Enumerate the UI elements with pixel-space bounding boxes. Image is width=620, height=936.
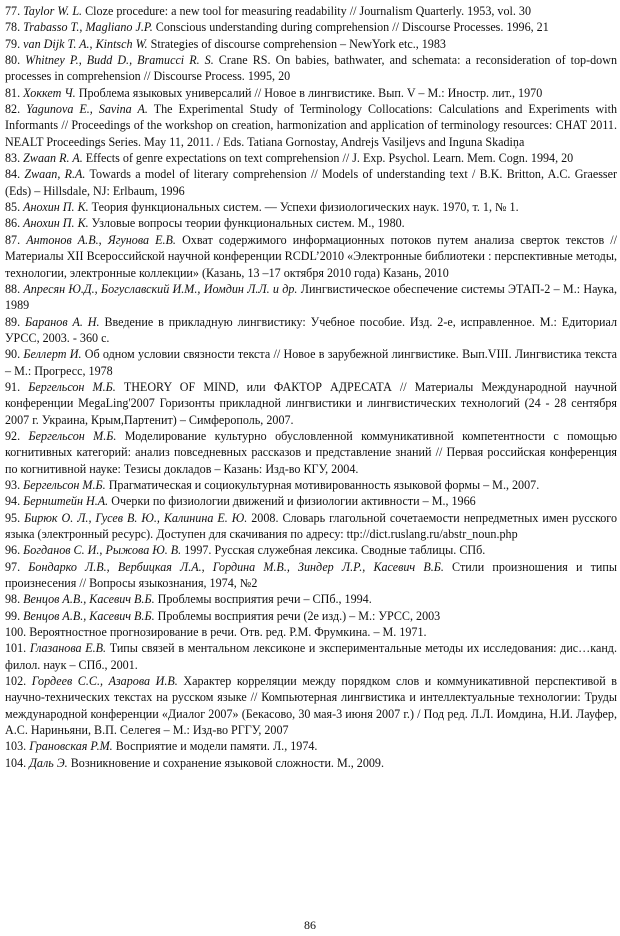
reference-entry — [5, 493, 617, 509]
reference-number: 95. — [5, 510, 21, 525]
reference-number: 89. — [5, 314, 21, 329]
reference-authors: Бергельсон М.Б. — [28, 379, 116, 394]
reference-number: 90. — [5, 347, 21, 362]
reference-entry — [5, 166, 617, 199]
reference-text: Узловые вопросы теории функциональных систем. М., 1980. — [88, 216, 405, 231]
reference-text: THEORY OF MIND, или ФАКТОР АДРЕСАТА // Материалы Международной научной конференции MegaLing'2007 Горизонты прикладной лингвистики и лингвистических технологий (24 - 28 сентября 2007 г. Украина, Крым,Партенит) – Симферополь, 2007. — [5, 379, 617, 427]
reference-entry — [5, 559, 617, 592]
reference-entry — [5, 477, 617, 493]
reference-authors: Trabasso T., Magliano J.P. — [23, 20, 153, 35]
reference-text: Проблемы восприятия речи (2е изд.) – М.: УРСС, 2003 — [154, 608, 441, 623]
reference-text: 2008. Словарь глагольной сочетаемости непредметных имен русского языка (электронный ресурс). Доступен для скачивания по адресу: ttp://dict.ruslang.ru/abstr_noun.php — [5, 510, 617, 541]
reference-entry — [5, 52, 617, 85]
reference-entry — [5, 428, 617, 477]
reference-authors: van Dijk T. A., Kintsch W. — [23, 36, 148, 51]
reference-text: 1997. Русская служебная лексика. Сводные таблицы. СПб. — [181, 543, 486, 558]
reference-authors: Zwaan, R.A. — [24, 167, 86, 182]
reference-text: Теория функциональных систем. — Успехи физиологических наук. 1970, т. 1, № 1. — [88, 200, 519, 215]
reference-number: 81. — [5, 85, 21, 100]
reference-number: 80. — [5, 53, 21, 68]
reference-entry — [5, 608, 617, 624]
reference-text: Towards a model of literary comprehension // Models of understanding text / B.K. Britton, A.C. Graesser (Eds) – Hillsdale, NJ: Erlbaum, 1996 — [5, 167, 617, 198]
reference-text: Вероятностное прогнозирование в речи. Отв. ред. Р.М. Фрумкина. – М. 1971. — [29, 625, 427, 640]
reference-number: 86. — [5, 216, 21, 231]
reference-authors: Whitney P., Budd D., Bramucci R. S. — [25, 53, 214, 68]
page-number: 86 — [304, 918, 316, 932]
reference-authors: Грановская Р.М. — [29, 739, 113, 754]
reference-entry — [5, 19, 617, 35]
reference-authors: Гордеев С.С., Азарова И.В. — [31, 674, 178, 689]
reference-authors: Даль Э. — [29, 755, 68, 770]
reference-authors: Zwaan R. A. — [23, 151, 83, 166]
reference-entry — [5, 346, 617, 379]
reference-number: 78. — [5, 20, 21, 35]
reference-text: Восприятие и модели памяти. Л., 1974. — [112, 739, 318, 754]
reference-text: Возникновение и сохранение языковой сложности. М., 2009. — [67, 755, 385, 770]
reference-entry — [5, 150, 617, 166]
reference-number: 92. — [5, 428, 21, 443]
reference-authors: Анохин П. К. — [23, 200, 89, 215]
reference-entry — [5, 755, 617, 771]
reference-entry — [5, 640, 617, 673]
reference-entry — [5, 101, 617, 150]
reference-authors: Taylor W. L. — [23, 4, 83, 18]
reference-number: 82. — [5, 102, 21, 117]
reference-authors: Yagunova E., Savina A. — [26, 102, 148, 117]
reference-authors: Глазанова Е.В. — [29, 641, 107, 656]
reference-number: 98. — [5, 592, 21, 607]
reference-number: 91. — [5, 379, 21, 394]
reference-entry — [5, 281, 617, 314]
reference-authors: Венцов А.В., Касевич В.Б. — [23, 608, 155, 623]
reference-number: 77. — [5, 4, 21, 18]
reference-authors: Апресян Ю.Д., Богуславский И.М., Иомдин Л.Л. и др. — [23, 281, 298, 296]
reference-entry — [5, 3, 617, 19]
reference-entry — [5, 510, 617, 543]
reference-number: 84. — [5, 167, 21, 182]
reference-list — [5, 3, 617, 771]
reference-entry — [5, 314, 617, 347]
reference-entry — [5, 232, 617, 281]
reference-text: Характер корреляции между порядком слов и коммуникативной перспективой в научно-технических текстах на русском языке // Компьютерная лингвистика и интеллектуальные технологии: Труды международной конференции «Диалог 2007» (Бекасово, 30 мая-3 июня 2007 г.) / Под ред. Л.Л. Иомдина, Н.И. Лауфер, А.С. Нариньяни, В.П. Селегея – М.: Изд-во РГГУ, 2007 — [5, 674, 618, 738]
reference-text: Типы связей в ментальном лексиконе и экспериментальные методы их исследования: дис…канд. филол. наук – СПб., 2001. — [5, 641, 617, 672]
reference-number: 103. — [5, 739, 27, 754]
reference-text: Моделирование культурно обусловленной коммуникативной компетентности с помощью когнитивных категорий: анализ повседневных рассказов и представление знаний // Первая российская конференция по когнитивной науке: Тезисы докладов – Казань: Изд-во КГУ, 2004. — [5, 428, 617, 476]
reference-authors: Анохин П. К. — [23, 216, 89, 231]
reference-text: Crane RS. On babies, bathwater, and schemata: a reconsideration of top-down processes in comprehension // Discourse Process. 1995, 20 — [5, 53, 617, 84]
reference-text: Cloze procedure: a new tool for measuring readability // Journalism Quarterly. 1953, vol. 30 — [82, 4, 532, 18]
reference-number: 88. — [5, 281, 21, 296]
reference-authors: Антонов А.В., Ягунова Е.В. — [26, 232, 176, 247]
reference-number: 101. — [5, 641, 27, 656]
reference-number: 85. — [5, 200, 21, 215]
reference-text: The Experimental Study of Terminology Collocations: Calculations and Experiments with Informants // Proceedings of the workshop on creation, harmonization and application of terminology resources: CHAT 2011. NEALT Proceedings Series. May 11, 2011. / Eds. Tatiana Gornostay, Andrejs Vasiljevs and Inguna Skadiņa — [5, 102, 617, 149]
reference-text: Лингвистическое обеспечение системы ЭТАП-2 – М.: Наука, 1989 — [5, 281, 617, 313]
reference-authors: Бергельсон М.Б. — [28, 428, 117, 443]
reference-text: Проблема языковых универсалий // Новое в лингвистике. Вып. V – М.: Иностр. лит., 1970 — [75, 85, 543, 100]
reference-entry — [5, 36, 617, 52]
reference-entry — [5, 85, 617, 101]
reference-entry — [5, 379, 617, 428]
reference-entry — [5, 215, 617, 231]
reference-text: Conscious understanding during comprehension // Discourse Processes. 1996, 21 — [152, 20, 549, 35]
reference-number: 97. — [5, 559, 21, 574]
reference-number: 99. — [5, 608, 21, 623]
reference-entry — [5, 738, 617, 754]
reference-entry — [5, 199, 617, 215]
reference-text: Об одном условии связности текста // Новое в зарубежной лингвистике. Вып.VIII. Лингвистика текста – М.: Прогресс, 1978 — [5, 347, 617, 378]
reference-number: 79. — [5, 36, 21, 51]
reference-entry — [5, 542, 617, 558]
reference-number: 93. — [5, 477, 21, 492]
reference-authors: Хоккет Ч. — [23, 85, 76, 100]
reference-number: 83. — [5, 151, 21, 166]
reference-text: Проблемы восприятия речи – СПб., 1994. — [154, 592, 372, 607]
reference-number: 96. — [5, 543, 21, 558]
reference-authors: Баранов А. Н. — [25, 314, 100, 329]
reference-number: 87. — [5, 232, 21, 247]
reference-text: Strategies of discourse comprehension – NewYork etc., 1983 — [147, 36, 446, 51]
reference-number: 102. — [5, 674, 27, 689]
reference-authors: Беллерт И. — [23, 347, 82, 362]
reference-entry — [5, 591, 617, 607]
reference-text: Прагматическая и социокультурная мотивированность языковой формы – М., 2007. — [105, 477, 540, 492]
reference-text: Введение в прикладную лингвистику: Учебное пособие. Изд. 2-е, исправленное. М.: Едиториал УРСС, 2003. - 360 с. — [5, 314, 617, 345]
reference-entry — [5, 673, 617, 738]
reference-authors: Венцов А.В., Касевич В.Б. — [23, 592, 155, 607]
reference-authors: Бергельсон М.Б. — [23, 477, 106, 492]
reference-authors: Бирюк О. Л., Гусев В. Ю., Калинина Е. Ю. — [24, 510, 248, 525]
reference-entry — [5, 624, 617, 640]
reference-text: Стили произношения и типы произнесения // Вопросы языкознания, 1974, №2 — [5, 559, 617, 591]
reference-authors: Бондарко Л.В., Вербицкая Л.А., Гордина М.В., Зиндер Л.Р., Касевич В.Б. — [28, 559, 444, 574]
reference-number: 100. — [5, 625, 27, 640]
reference-authors: Бернштейн Н.А. — [23, 494, 109, 509]
reference-number: 104. — [5, 755, 27, 770]
reference-text: Охват содержимого информационных потоков путем анализа сверток текстов // Материалы XII Всероссийской научной конференции RCDL’2010 «Электронные библиотеки : перспективные методы, технологии, электронные коллекции» (Казань, 13 –17 октября 2010 года) Казань, 2010 — [5, 232, 617, 280]
reference-text: Effects of genre expectations on text comprehension // J. Exp. Psychol. Learn. Mem. Cogn. 1994, 20 — [82, 151, 574, 166]
reference-authors: Богданов С. И., Рыжова Ю. В. — [23, 543, 182, 558]
reference-number: 94. — [5, 494, 21, 509]
reference-text: Очерки по физиологии движений и физиологии активности – М., 1966 — [108, 494, 476, 509]
